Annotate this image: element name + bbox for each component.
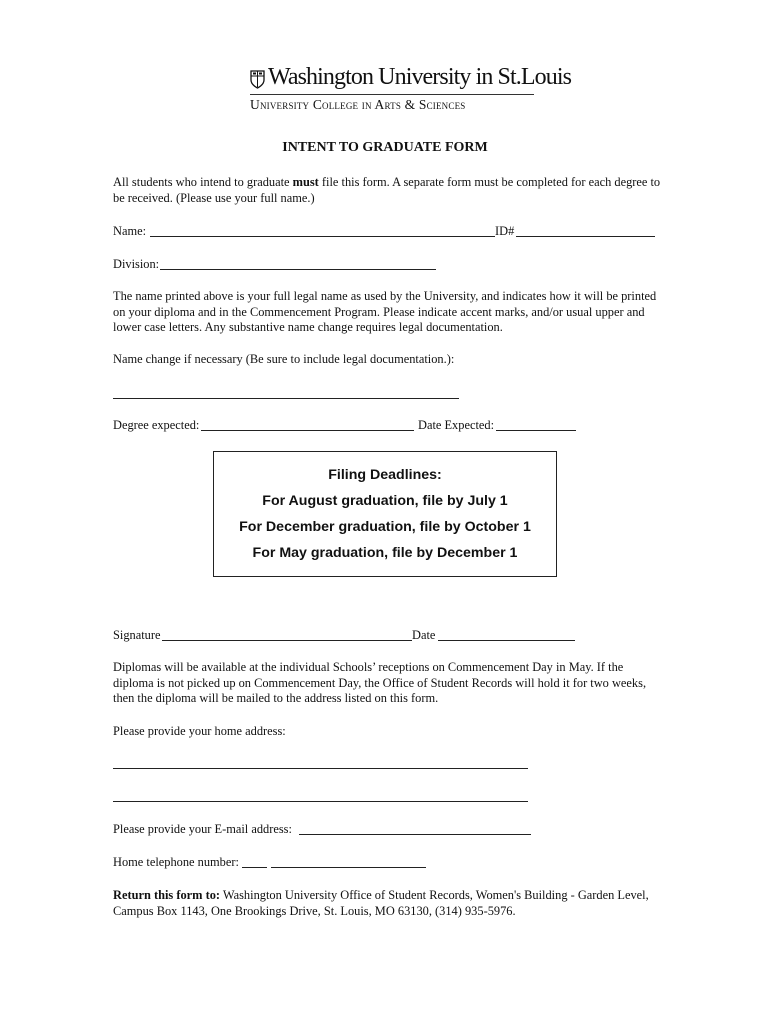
form-title: INTENT TO GRADUATE FORM xyxy=(282,140,488,155)
intro-emphasis: must xyxy=(292,175,319,189)
return-heading: Return this form to: xyxy=(113,888,221,902)
phone-label: Home telephone number: xyxy=(113,855,239,869)
filing-deadlines-box xyxy=(213,451,557,577)
phone-area-code-field[interactable] xyxy=(242,867,267,868)
deadline-may: For May graduation, file by December 1 xyxy=(252,545,518,561)
home-address-line-1[interactable] xyxy=(113,768,528,769)
degree-field[interactable] xyxy=(201,430,414,431)
legal-name-paragraph: The name printed above is your full legal name as used by the University, and indicates how it will be printed on your diploma and in the Commencement Program. Please indicate accent marks, and/or usual upper and lower case letters. Any substantive name change requires legal documentation. xyxy=(113,289,657,335)
id-field[interactable] xyxy=(516,236,655,237)
logo-divider xyxy=(250,94,534,95)
division-label: Division: xyxy=(113,257,160,271)
date-label: Date xyxy=(412,628,436,642)
name-change-field[interactable] xyxy=(113,398,459,399)
return-paragraph xyxy=(113,888,663,919)
deadline-august: For August graduation, file by July 1 xyxy=(262,493,508,509)
name-label: Name: xyxy=(113,224,147,238)
division-field[interactable] xyxy=(160,269,436,270)
signature-label: Signature xyxy=(113,628,161,642)
date-expected-field[interactable] xyxy=(496,430,576,431)
university-crest-icon xyxy=(250,70,265,89)
degree-label: Degree expected: xyxy=(113,418,200,432)
id-label: ID# xyxy=(495,224,515,238)
home-address-line-2[interactable] xyxy=(113,801,528,802)
name-change-label: Name change if necessary (Be sure to include legal documentation.): xyxy=(113,352,455,366)
name-field[interactable] xyxy=(150,236,495,237)
intro-paragraph xyxy=(113,175,663,206)
deadlines-heading: Filing Deadlines: xyxy=(328,467,442,483)
college-name: University College in Arts & Sciences xyxy=(250,97,466,112)
university-logo-text: Washington University in St.Louis xyxy=(268,64,572,90)
return-address: Washington University Office of Student Records, Women's Building - Garden Level, Campus Box 1143, One Brookings Drive, St. Louis, MO 63130, (314) 935-5976. xyxy=(113,888,649,918)
signature-field[interactable] xyxy=(162,640,412,641)
home-address-label: Please provide your home address: xyxy=(113,724,286,738)
diploma-paragraph: Diplomas will be available at the individual Schools’ receptions on Commencement Day in May. If the diploma is not picked up on Commencement Day, the Office of Student Records will hold it for two weeks, then the diploma will be mailed to the address listed on this form. xyxy=(113,660,647,706)
intro-text-2: file this form. A separate form must be completed for each degree to be received. (Please use your full name.) xyxy=(113,175,661,205)
intro-text-1: All students who intend to graduate xyxy=(113,175,293,189)
email-field[interactable] xyxy=(299,834,531,835)
date-expected-label: Date Expected: xyxy=(418,418,495,432)
phone-number-field[interactable] xyxy=(271,867,426,868)
deadline-december: For December graduation, file by October 1 xyxy=(239,519,531,535)
date-field[interactable] xyxy=(438,640,575,641)
email-label: Please provide your E-mail address: xyxy=(113,822,292,836)
